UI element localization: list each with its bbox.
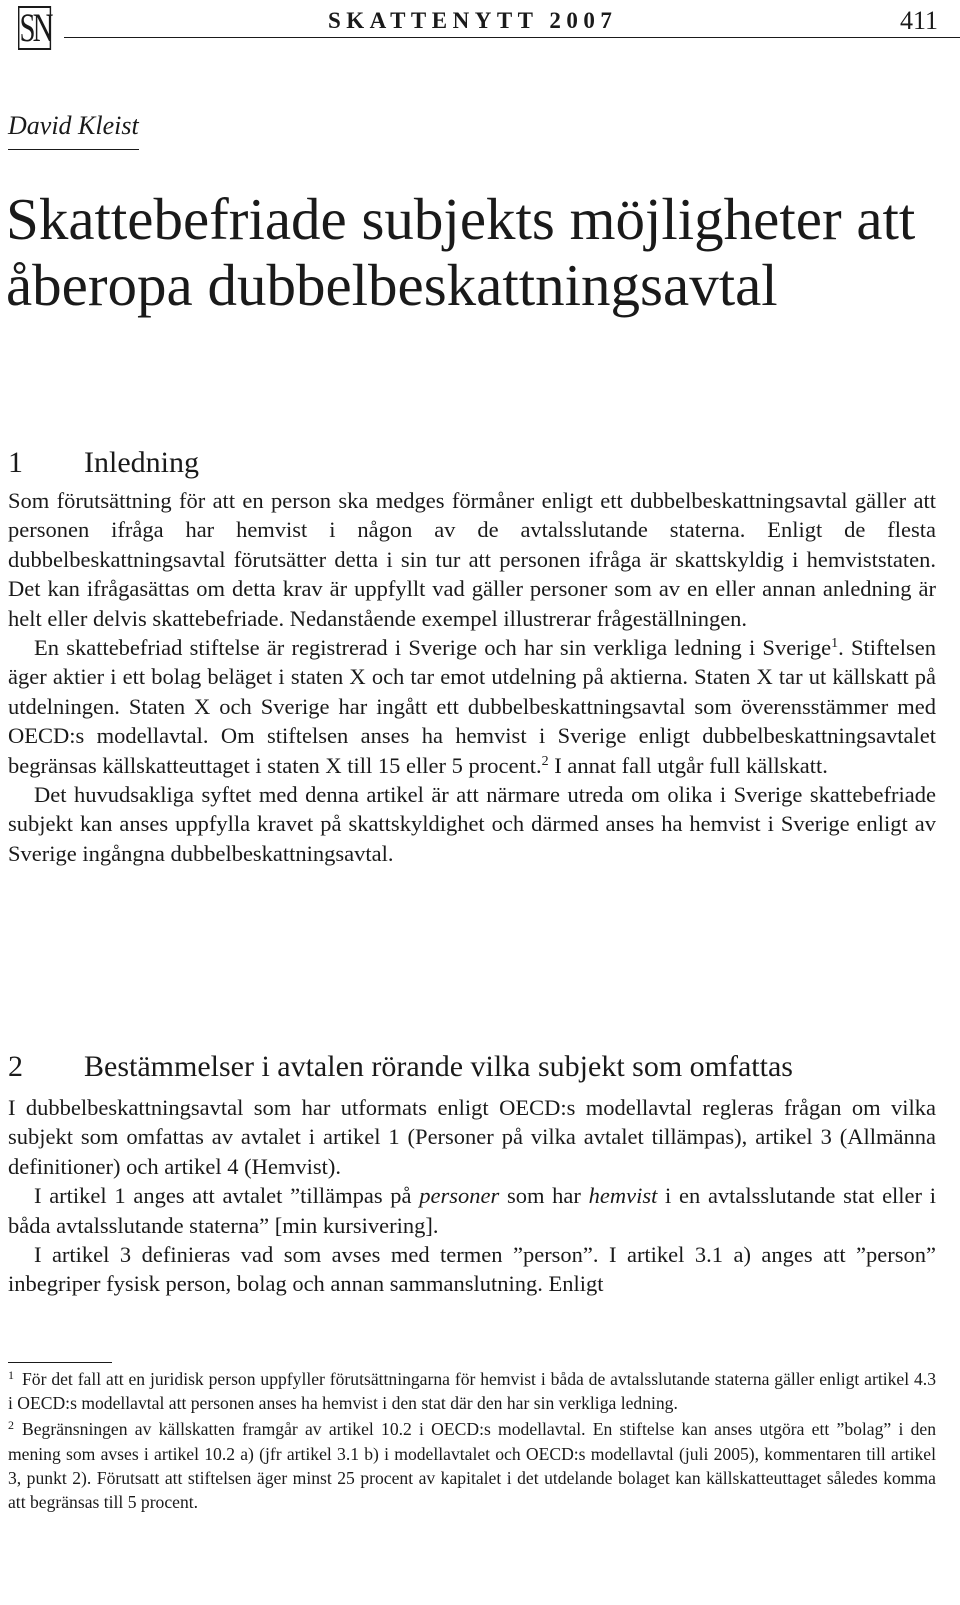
section-title: Bestämmelser i avtalen rörande vilka subjekt som omfattas xyxy=(84,1050,793,1083)
section-heading-2 xyxy=(8,1050,793,1084)
article-title: Skattebefriade subjekts möjligheter att åberopa dubbelbeskattningsavtal xyxy=(6,186,916,318)
section-title: Inledning xyxy=(84,446,199,479)
footnote xyxy=(8,1417,936,1514)
footnote-mark: 1 xyxy=(8,1368,14,1382)
article-author: David Kleist xyxy=(8,111,139,140)
section-number: 2 xyxy=(8,1050,23,1083)
page-number: 411 xyxy=(899,6,938,35)
paragraph: I artikel 1 anges att avtalet ”tillämpas på personer som har hemvist i en avtalsslutande stat eller i båda avtalsslutande staterna” [min kursivering]. xyxy=(8,1183,936,1238)
footnote xyxy=(8,1367,936,1415)
footnotes xyxy=(8,1367,936,1516)
journal-name: SKATTENYTT 2007 xyxy=(328,8,618,33)
section-1-body xyxy=(8,486,936,868)
paragraph: En skattebefriad stiftelse är registrerad i Sverige och har sin verkliga ledning i Sverige$^1$. Stiftelsen äger aktier i ett bolag beläget i staten X och tar emot utdelning på aktierna. Staten X tar ut källskatt på utdelningen. Staten X och Sverige har ingått ett dubbelbeskattningsavtal som överensstämmer med OECD:s modellavtal. Om stiftelsen anses ha hemvist i Sverige enligt dubbelbeskattningsavtalet begränsas källskatteuttaget i staten X till 15 eller 5 procent.$^2$ I annat fall utgår full källskatt. xyxy=(8,635,936,778)
paragraph: Som förutsättning för att en person ska medges förmåner enligt ett dubbelbeskattningsavtal gäller att personen ifråga har hemvist i någon av de avtalsslutande staterna. Enligt de flesta dubbelbeskattningsavtal förutsätter detta i sin tur att personen ifråga är skattskyldig i hemviststaten. Det kan ifrågasättas om detta krav är uppfyllt vad gäller personer som av en eller annan anledning är helt eller delvis skattebefriade. Nedanstående exempel illustrerar frågeställningen. xyxy=(8,488,936,631)
footnote-text: För det fall att en juridisk person uppfyller förutsättningarna för hemvist i båda de avtalsslutande staterna gäller enligt artikel 4.3 i OECD:s modellavtal att personen anses ha hemvist i den stat där den har sin verkliga ledning. xyxy=(8,1369,936,1414)
footnote-mark: 2 xyxy=(8,1418,14,1433)
section-number: 1 xyxy=(8,446,23,479)
author-rule xyxy=(8,149,139,150)
footnote-text: Begränsningen av källskatten framgår av artikel 10.2 i OECD:s modellavtal. En stiftelse kan anses utgöra ett ”bolag” i den mening som avses i artikel 10.2 a) (jfr artikel 3.1 b) i modellavtalet och OECD:s modellavtal (juli 2005), kommentaren till artikel 3, punkt 2). Förutsatt att stiftelsen äger minst 25 procent av kapitalet i det utdelande bolaget kan källskatteuttaget således komma att begränsas till 5 procent. xyxy=(8,1419,936,1513)
footnote-rule xyxy=(8,1362,112,1363)
paragraph: I artikel 3 definieras vad som avses med termen ”person”. I artikel 3.1 a) anges att ”person” inbegriper fysisk person, bolag och annan sammanslutning. Enligt xyxy=(8,1242,936,1297)
journal-logo: SN xyxy=(19,5,51,50)
footnote-ref[interactable]: 1 xyxy=(831,636,839,652)
footnote-ref[interactable]: 2 xyxy=(541,753,549,769)
section-heading-1 xyxy=(8,446,199,480)
paragraph: Det huvudsakliga syftet med denna artikel är att närmare utreda om olika i Sverige skattebefriade subjekt kan anses uppfylla kravet på skattskyldighet och därmed anses ha hemvist i Sverige enligt av Sverige ingångna dubbelbeskattningsavtal. xyxy=(8,782,936,866)
emphasis: personer xyxy=(419,1183,500,1209)
header-rule xyxy=(64,37,960,38)
emphasis: hemvist xyxy=(588,1183,658,1209)
section-2-body xyxy=(8,1093,936,1299)
running-header xyxy=(18,4,960,48)
paragraph: I dubbelbeskattningsavtal som har utformats enligt OECD:s modellavtal regleras frågan om vilka subjekt som omfattas av avtalet i artikel 1 (Personer på vilka avtalet tillämpas), artikel 3 (Allmänna definitioner) och artikel 4 (Hemvist). xyxy=(8,1095,936,1179)
